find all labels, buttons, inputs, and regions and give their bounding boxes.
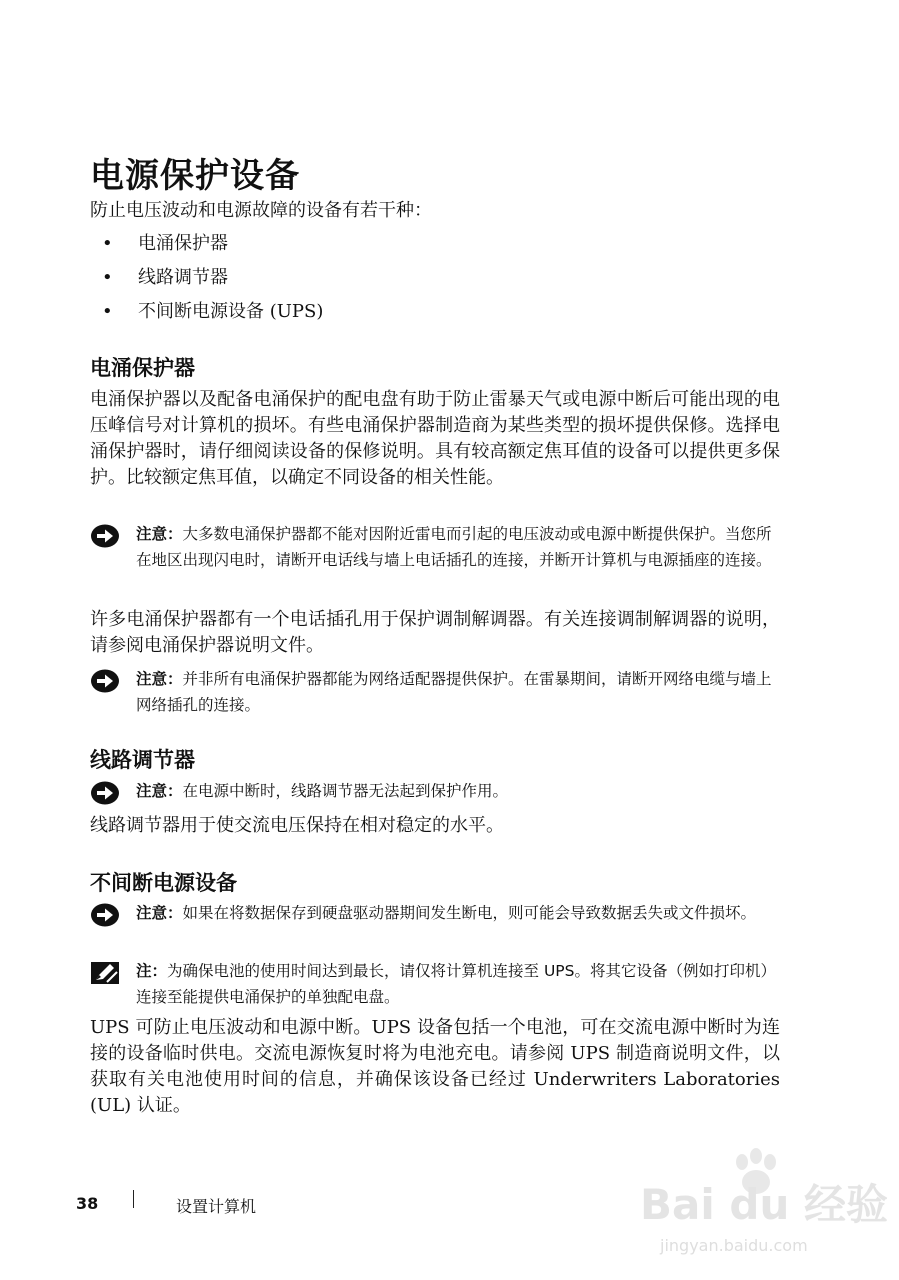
note-text: 为确保电池的使用时间达到最长，请仅将计算机连接至 UPS。将其它设备（例如打印机）连接至能提供电涌保护的单独配电盘。 [136,962,776,1006]
notice-arrow-icon [90,903,120,927]
notice-arrow-icon [90,524,120,548]
bullet-item: • 不间断电源设备 (UPS) [102,301,324,322]
notice-surge-1 [90,521,780,573]
notice-label: 注意： [136,525,183,543]
notice-surge-2 [90,666,780,718]
notice-line [90,778,780,804]
footer-section-title: 设置计算机 [176,1197,257,1216]
notice-label: 注意： [136,670,183,688]
baidu-watermark [640,1148,888,1268]
notice-ups [90,900,780,926]
notice-label: 注意： [136,782,183,800]
note-ups [90,958,780,1010]
notice-text: 大多数电涌保护器都不能对因附近雷电而引起的电压波动或电源中断提供保护。当您所在地区出现闪电时，请断开电话线与墙上电话插孔的连接，并断开计算机与电源插座的连接。 [136,525,772,569]
notice-text: 并非所有电涌保护器都能为网络适配器提供保护。在雷暴期间，请断开网络电缆与墙上网络插孔的连接。 [136,670,772,714]
notice-text: 如果在将数据保存到硬盘驱动器期间发生断电，则可能会导致数据丢失或文件损坏。 [182,904,757,922]
notice-arrow-icon [90,781,120,805]
page-title: 电源保护设备 [90,156,300,196]
notice-label: 注意： [136,904,183,922]
notice-text: 在电源中断时，线路调节器无法起到保护作用。 [182,782,509,800]
watermark-url: jingyan.baidu.com [660,1236,808,1255]
note-pencil-icon [90,961,120,985]
intro-text: 防止电压波动和电源故障的设备有若干种： [90,200,432,221]
notice-arrow-icon [90,669,120,693]
line-paragraph: 线路调节器用于使交流电压保持在相对稳定的水平。 [90,815,504,836]
watermark-brand: Bai du 经验 [640,1180,888,1229]
page-number: 38 [76,1194,99,1213]
ups-paragraph: UPS 可防止电压波动和电源中断。UPS 设备包括一个电池，可在交流电源中断时为连接的设备临时供电。交流电源恢复时将为电池充电。请参阅 UPS 制造商说明文件，以获取有关电池使用时间的信息，并确保该设备已经过 Underwriters Laboratories (UL) 认证。 [90,1017,780,1116]
section-heading-surge: 电涌保护器 [90,356,195,380]
bullet-item: • 电涌保护器 [102,233,228,254]
footer-divider [133,1190,134,1208]
surge-paragraph-2: 许多电涌保护器都有一个电话插孔用于保护调制解调器。有关连接调制解调器的说明，请参阅电涌保护器说明文件。 [90,609,780,656]
surge-paragraph-1: 电涌保护器以及配备电涌保护的配电盘有助于防止雷暴天气或电源中断后可能出现的电压峰信号对计算机的损坏。有些电涌保护器制造商为某些类型的损坏提供保修。选择电涌保护器时，请仔细阅读设备的保修说明。具有较高额定焦耳值的设备可以提供更多保护。比较额定焦耳值，以确定不同设备的相关性能。 [90,389,780,488]
bullet-item: • 线路调节器 [102,267,228,288]
note-label: 注： [136,962,168,980]
section-heading-line: 线路调节器 [90,748,195,772]
section-heading-ups: 不间断电源设备 [90,871,237,895]
